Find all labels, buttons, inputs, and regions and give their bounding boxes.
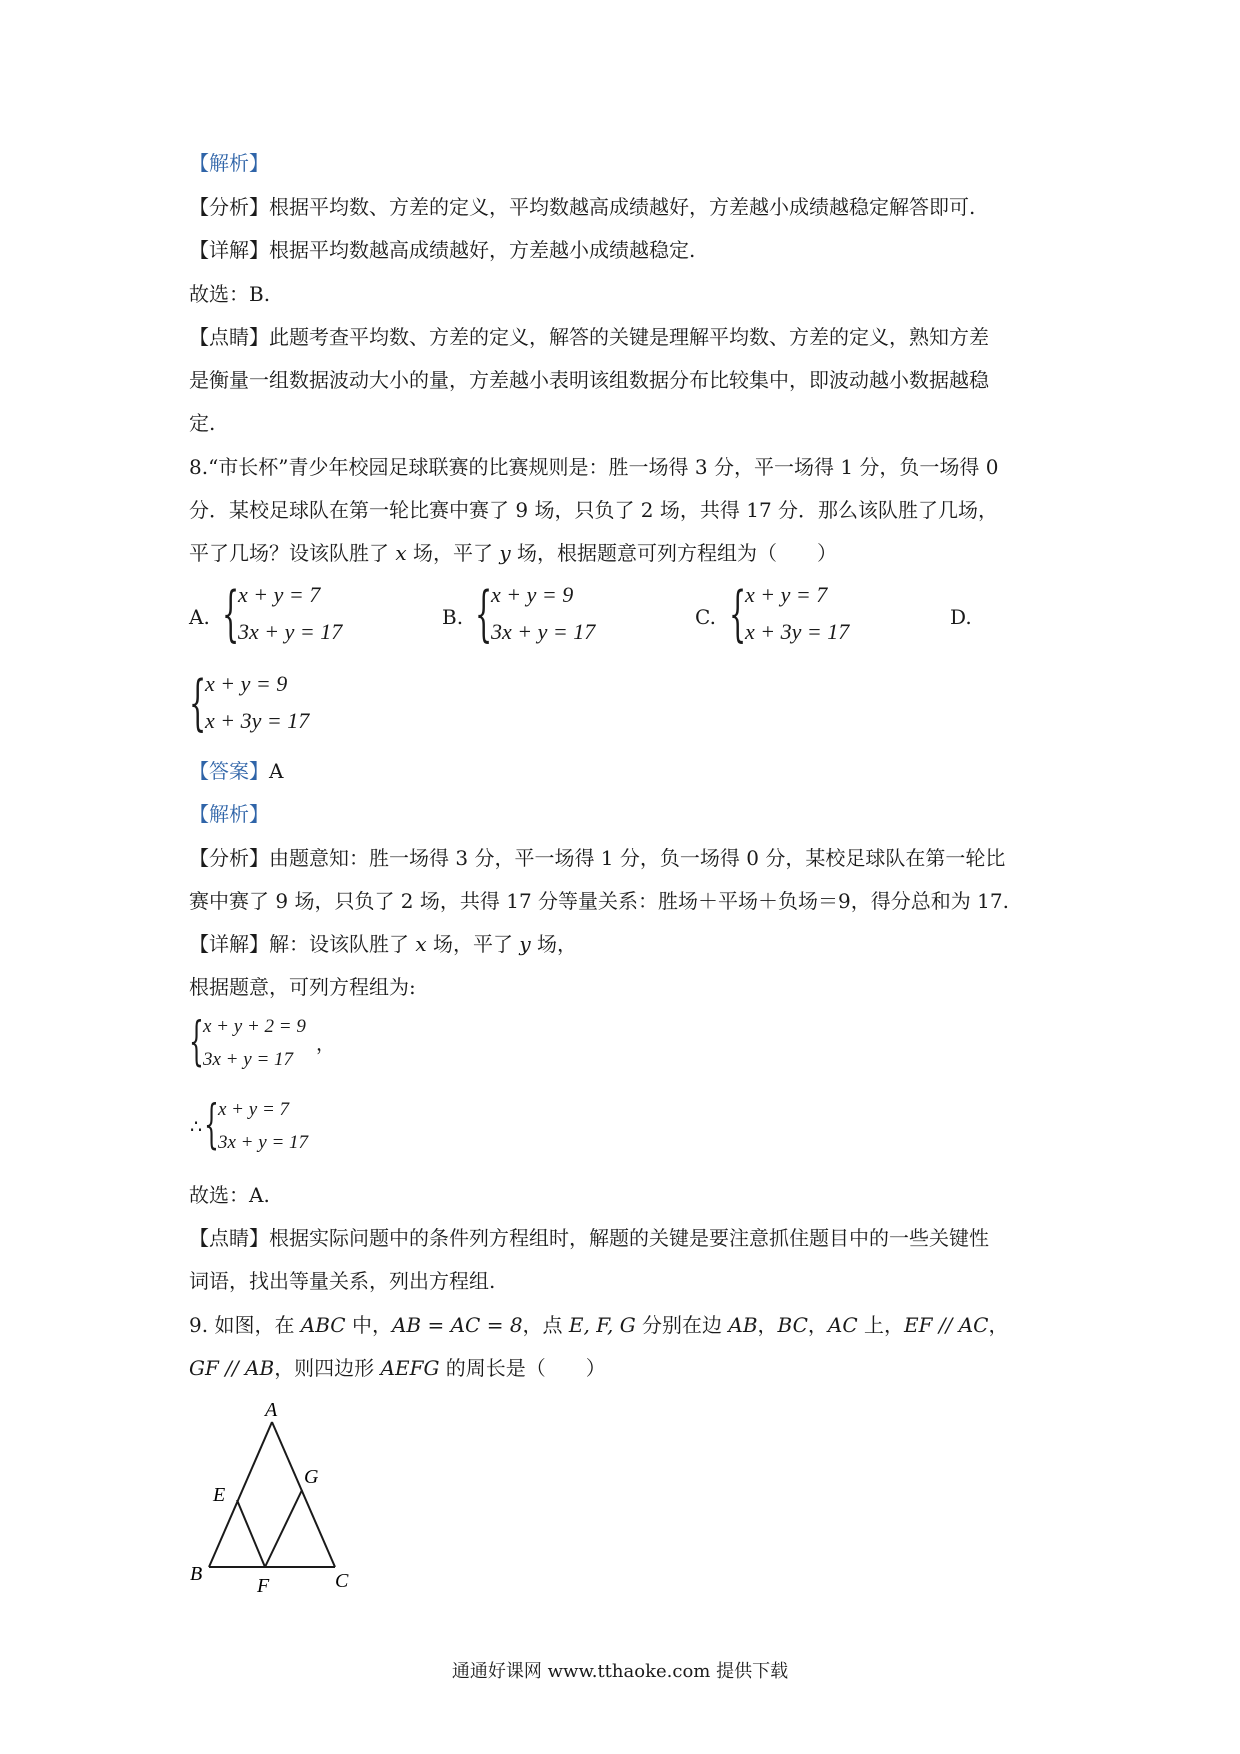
system1-eq2: 3x + y = 17 xyxy=(203,1049,294,1070)
system1-eq1: x + y + 2 = 9 xyxy=(203,1016,306,1037)
label-a: A xyxy=(265,1399,278,1421)
option-b-brace: { xyxy=(475,579,493,649)
system1-brace: { xyxy=(189,1012,204,1072)
system2-brace: { xyxy=(204,1095,219,1155)
option-c-brace: { xyxy=(729,579,747,649)
q8-stem-line-3: 平了几场？设该队胜了 x 场，平了 y 场，根据题意可列方程组为（ ） xyxy=(189,541,838,565)
choice-line: 故选：B. xyxy=(189,282,271,306)
label-f: F xyxy=(257,1575,270,1597)
q8-point-line-1: 【点睛】根据实际问题中的条件列方程组时，解题的关键是要注意抓住题目中的一些关键性 xyxy=(189,1226,989,1250)
label-e: E xyxy=(213,1484,226,1506)
option-d-eq2: x + 3y = 17 xyxy=(205,708,310,733)
option-a-brace: { xyxy=(222,579,240,649)
system2-eq2: 3x + y = 17 xyxy=(218,1132,309,1153)
q9-stem-line-2: GF // AB，则四边形 AEFG 的周长是（ ） xyxy=(189,1356,606,1380)
q8-analysis-line-1: 【分析】由题意知：胜一场得 3 分，平一场得 1 分，负一场得 0 分，某校足球队在第一轮比 xyxy=(189,846,1006,870)
analysis-line: 【分析】根据平均数、方差的定义，平均数越高成绩越好，方差越小成绩越稳定解答即可. xyxy=(189,195,976,219)
point-line-3: 定. xyxy=(189,411,216,435)
q8-jiexi-heading: 【解析】 xyxy=(189,802,269,826)
label-c: C xyxy=(335,1570,349,1592)
page-footer: 通通好课网 www.tthaoke.com 提供下载 xyxy=(451,1661,789,1682)
system2-eq1: x + y = 7 xyxy=(218,1099,290,1120)
option-d-brace: { xyxy=(189,668,207,738)
point-line-2: 是衡量一组数据波动大小的量，方差越小表明该组数据分布比较集中，即波动越小数据越稳 xyxy=(189,368,989,392)
segment-fg xyxy=(265,1490,302,1567)
q8-analysis-line-2: 赛中赛了 9 场，只负了 2 场，共得 17 分等量关系：胜场＋平场＋负场＝9，得分总和为 17. xyxy=(189,889,1009,913)
q8-stem-line-1: 8.“市长杯”青少年校园足球联赛的比赛规则是：胜一场得 3 分，平一场得 1 分，负一场得 0 xyxy=(189,455,999,479)
option-b-label: B. xyxy=(442,605,464,629)
option-d-label: D. xyxy=(950,605,972,629)
option-c-eq1: x + y = 7 xyxy=(745,582,828,607)
segment-ef xyxy=(237,1500,265,1567)
q9-stem-line-1: 9. 如图，在 ABC 中，AB = AC = 8，点 E, F, G 分别在边 AB，BC，AC 上，EF // AC， xyxy=(189,1313,1009,1337)
q8-answer-line: 【答案】A xyxy=(189,759,284,783)
detail-line: 【详解】根据平均数越高成绩越好，方差越小成绩越稳定. xyxy=(189,238,696,262)
option-a-eq1: x + y = 7 xyxy=(238,582,321,607)
option-c-eq2: x + 3y = 17 xyxy=(745,619,850,644)
jiexi-heading: 【解析】 xyxy=(189,151,269,175)
q8-choice-line: 故选：A. xyxy=(189,1183,270,1207)
label-b: B xyxy=(190,1563,203,1585)
q8-point-line-2: 词语，找出等量关系，列出方程组. xyxy=(189,1269,496,1293)
label-g: G xyxy=(304,1466,319,1488)
option-b-eq2: 3x + y = 17 xyxy=(491,619,596,644)
therefore-symbol: ∴ xyxy=(190,1117,203,1138)
option-b-eq1: x + y = 9 xyxy=(491,582,574,607)
q8-detail-line-2: 根据题意，可列方程组为: xyxy=(189,975,416,999)
system1-comma: ， xyxy=(316,1034,336,1055)
q8-detail-line-1: 【详解】解：设该队胜了 x 场，平了 y 场， xyxy=(189,932,578,956)
option-c-label: C. xyxy=(695,605,716,629)
option-d-eq1: x + y = 9 xyxy=(205,671,288,696)
option-a-label: A. xyxy=(189,605,210,629)
point-line-1: 【点睛】此题考查平均数、方差的定义，解答的关键是理解平均数、方差的定义，熟知方差 xyxy=(189,325,989,349)
side-ac xyxy=(272,1422,335,1567)
triangle-figure xyxy=(180,1395,380,1600)
q8-stem-line-2: 分．某校足球队在第一轮比赛中赛了 9 场，只负了 2 场，共得 17 分．那么该队胜了几场， xyxy=(189,498,999,522)
option-a-eq2: 3x + y = 17 xyxy=(238,619,343,644)
